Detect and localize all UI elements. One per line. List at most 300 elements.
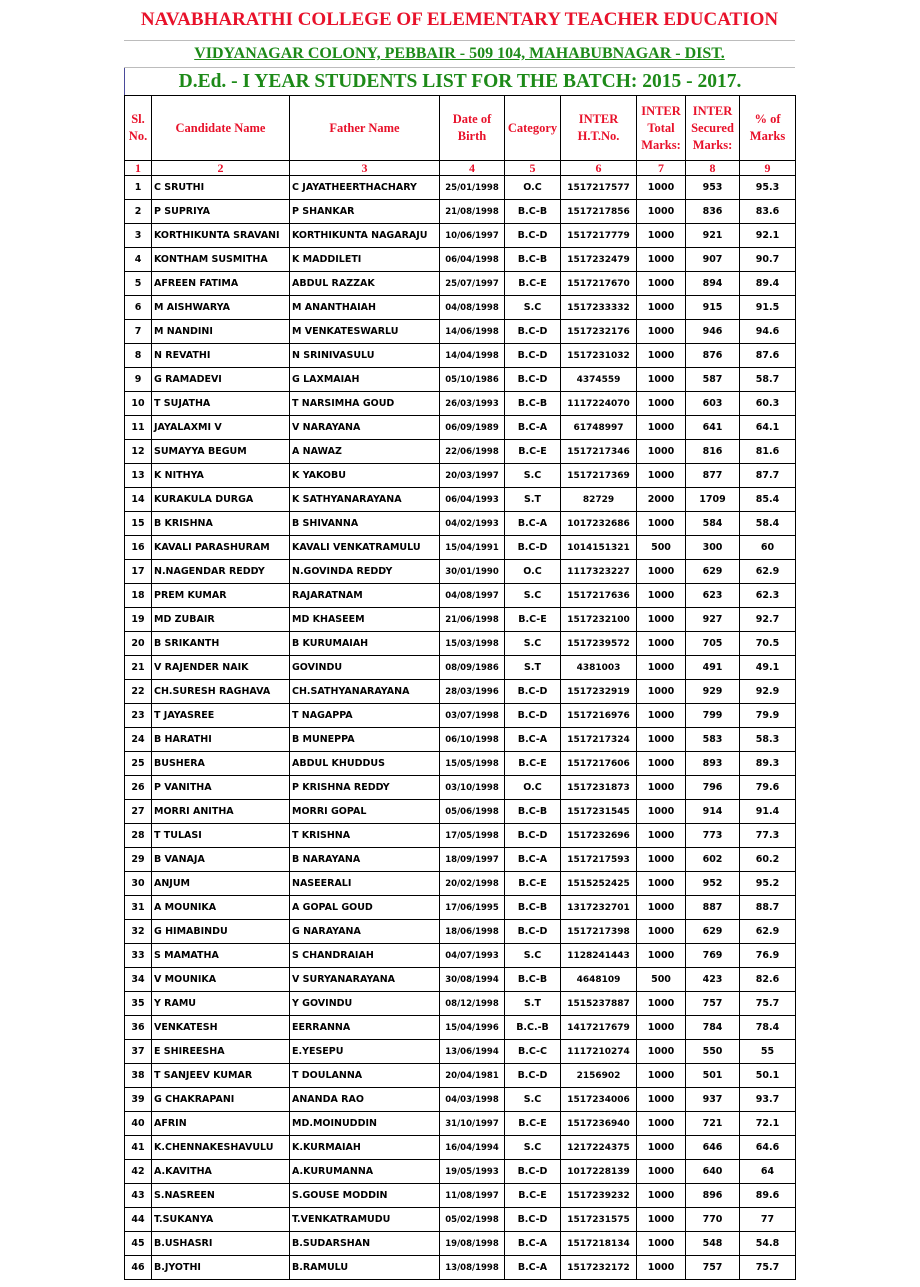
ht-no-cell: 1517232919 bbox=[561, 680, 637, 704]
candidate-name-cell: T JAYASREE bbox=[152, 704, 290, 728]
candidate-name-cell: JAYALAXMI V bbox=[152, 416, 290, 440]
table-row bbox=[125, 632, 796, 656]
category-cell: B.C-B bbox=[505, 392, 561, 416]
dob-cell: 25/07/1997 bbox=[440, 272, 505, 296]
table-row bbox=[125, 1160, 796, 1184]
secured-marks-cell: 907 bbox=[686, 248, 740, 272]
secured-marks-cell: 629 bbox=[686, 560, 740, 584]
percent-cell: 64.1 bbox=[740, 416, 796, 440]
ht-no-cell: 4374559 bbox=[561, 368, 637, 392]
total-marks-cell: 1000 bbox=[637, 608, 686, 632]
category-cell: S.C bbox=[505, 944, 561, 968]
candidate-name-cell: P SUPRIYA bbox=[152, 200, 290, 224]
column-number: 1 bbox=[125, 161, 152, 176]
father-name-cell: P SHANKAR bbox=[290, 200, 440, 224]
table-row bbox=[125, 776, 796, 800]
column-number: 3 bbox=[290, 161, 440, 176]
sl-no-cell: 6 bbox=[125, 296, 152, 320]
percent-cell: 62.9 bbox=[740, 560, 796, 584]
secured-marks-cell: 641 bbox=[686, 416, 740, 440]
secured-marks-cell: 887 bbox=[686, 896, 740, 920]
percent-cell: 85.4 bbox=[740, 488, 796, 512]
dob-cell: 04/07/1993 bbox=[440, 944, 505, 968]
header-percent-marks: % of Marks bbox=[740, 96, 796, 161]
percent-cell: 87.6 bbox=[740, 344, 796, 368]
dob-cell: 18/06/1998 bbox=[440, 920, 505, 944]
total-marks-cell: 1000 bbox=[637, 272, 686, 296]
father-name-cell: B.RAMULU bbox=[290, 1256, 440, 1280]
table-row bbox=[125, 1016, 796, 1040]
table-row bbox=[125, 176, 796, 200]
father-name-cell: V NARAYANA bbox=[290, 416, 440, 440]
father-name-cell: B NARAYANA bbox=[290, 848, 440, 872]
sl-no-cell: 5 bbox=[125, 272, 152, 296]
total-marks-cell: 1000 bbox=[637, 1184, 686, 1208]
sl-no-cell: 35 bbox=[125, 992, 152, 1016]
father-name-cell: A.KURUMANNA bbox=[290, 1160, 440, 1184]
candidate-name-cell: M AISHWARYA bbox=[152, 296, 290, 320]
secured-marks-cell: 929 bbox=[686, 680, 740, 704]
father-name-cell: N.GOVINDA REDDY bbox=[290, 560, 440, 584]
dob-cell: 15/04/1996 bbox=[440, 1016, 505, 1040]
percent-cell: 82.6 bbox=[740, 968, 796, 992]
percent-cell: 87.7 bbox=[740, 464, 796, 488]
total-marks-cell: 1000 bbox=[637, 1208, 686, 1232]
dob-cell: 20/03/1997 bbox=[440, 464, 505, 488]
total-marks-cell: 1000 bbox=[637, 1136, 686, 1160]
secured-marks-cell: 927 bbox=[686, 608, 740, 632]
ht-no-cell: 1517217577 bbox=[561, 176, 637, 200]
candidate-name-cell: T SUJATHA bbox=[152, 392, 290, 416]
sl-no-cell: 31 bbox=[125, 896, 152, 920]
percent-cell: 79.9 bbox=[740, 704, 796, 728]
candidate-name-cell: V MOUNIKA bbox=[152, 968, 290, 992]
dob-cell: 15/05/1998 bbox=[440, 752, 505, 776]
table-row bbox=[125, 1088, 796, 1112]
table-row bbox=[125, 1040, 796, 1064]
percent-cell: 90.7 bbox=[740, 248, 796, 272]
father-name-cell: P KRISHNA REDDY bbox=[290, 776, 440, 800]
ht-no-cell: 2156902 bbox=[561, 1064, 637, 1088]
percent-cell: 77 bbox=[740, 1208, 796, 1232]
dob-cell: 18/09/1997 bbox=[440, 848, 505, 872]
dob-cell: 08/12/1998 bbox=[440, 992, 505, 1016]
candidate-name-cell: SUMAYYA BEGUM bbox=[152, 440, 290, 464]
candidate-name-cell: N.NAGENDAR REDDY bbox=[152, 560, 290, 584]
candidate-name-cell: C SRUTHI bbox=[152, 176, 290, 200]
ht-no-cell: 1517232100 bbox=[561, 608, 637, 632]
sl-no-cell: 1 bbox=[125, 176, 152, 200]
ht-no-cell: 1517234006 bbox=[561, 1088, 637, 1112]
table-row bbox=[125, 920, 796, 944]
dob-cell: 14/06/1998 bbox=[440, 320, 505, 344]
dob-cell: 25/01/1998 bbox=[440, 176, 505, 200]
total-marks-cell: 1000 bbox=[637, 1232, 686, 1256]
total-marks-cell: 1000 bbox=[637, 800, 686, 824]
category-cell: B.C-A bbox=[505, 416, 561, 440]
sl-no-cell: 7 bbox=[125, 320, 152, 344]
ht-no-cell: 1515252425 bbox=[561, 872, 637, 896]
candidate-name-cell: AFREEN FATIMA bbox=[152, 272, 290, 296]
column-number: 9 bbox=[740, 161, 796, 176]
dob-cell: 06/04/1998 bbox=[440, 248, 505, 272]
sl-no-cell: 18 bbox=[125, 584, 152, 608]
sl-no-cell: 29 bbox=[125, 848, 152, 872]
total-marks-cell: 1000 bbox=[637, 1256, 686, 1280]
category-cell: B.C-D bbox=[505, 1208, 561, 1232]
dob-cell: 13/08/1998 bbox=[440, 1256, 505, 1280]
table-row bbox=[125, 944, 796, 968]
dob-cell: 11/08/1997 bbox=[440, 1184, 505, 1208]
candidate-name-cell: N REVATHI bbox=[152, 344, 290, 368]
ht-no-cell: 1517231575 bbox=[561, 1208, 637, 1232]
candidate-name-cell: KONTHAM SUSMITHA bbox=[152, 248, 290, 272]
dob-cell: 10/06/1997 bbox=[440, 224, 505, 248]
percent-cell: 92.9 bbox=[740, 680, 796, 704]
ht-no-cell: 1017232686 bbox=[561, 512, 637, 536]
percent-cell: 50.1 bbox=[740, 1064, 796, 1088]
category-cell: B.C-D bbox=[505, 1064, 561, 1088]
father-name-cell: G NARAYANA bbox=[290, 920, 440, 944]
ht-no-cell: 1517217636 bbox=[561, 584, 637, 608]
total-marks-cell: 1000 bbox=[637, 320, 686, 344]
ht-no-cell: 1517239232 bbox=[561, 1184, 637, 1208]
secured-marks-cell: 921 bbox=[686, 224, 740, 248]
candidate-name-cell: MD ZUBAIR bbox=[152, 608, 290, 632]
table-row bbox=[125, 368, 796, 392]
category-cell: B.C-B bbox=[505, 248, 561, 272]
total-marks-cell: 1000 bbox=[637, 944, 686, 968]
secured-marks-cell: 423 bbox=[686, 968, 740, 992]
secured-marks-cell: 1709 bbox=[686, 488, 740, 512]
total-marks-cell: 1000 bbox=[637, 632, 686, 656]
header-date-of-birth: Date of Birth bbox=[440, 96, 505, 161]
dob-cell: 17/06/1995 bbox=[440, 896, 505, 920]
ht-no-cell: 1517232172 bbox=[561, 1256, 637, 1280]
dob-cell: 06/04/1993 bbox=[440, 488, 505, 512]
ht-no-cell: 1517232176 bbox=[561, 320, 637, 344]
sl-no-cell: 2 bbox=[125, 200, 152, 224]
total-marks-cell: 1000 bbox=[637, 584, 686, 608]
percent-cell: 88.7 bbox=[740, 896, 796, 920]
table-row bbox=[125, 1256, 796, 1280]
table-row bbox=[125, 536, 796, 560]
total-marks-cell: 1000 bbox=[637, 368, 686, 392]
dob-cell: 20/02/1998 bbox=[440, 872, 505, 896]
secured-marks-cell: 896 bbox=[686, 1184, 740, 1208]
table-row bbox=[125, 512, 796, 536]
ht-no-cell: 1517232479 bbox=[561, 248, 637, 272]
ht-no-cell: 1517217606 bbox=[561, 752, 637, 776]
ht-no-cell: 1517217346 bbox=[561, 440, 637, 464]
dob-cell: 03/10/1998 bbox=[440, 776, 505, 800]
total-marks-cell: 1000 bbox=[637, 1112, 686, 1136]
candidate-name-cell: T TULASI bbox=[152, 824, 290, 848]
column-number: 4 bbox=[440, 161, 505, 176]
father-name-cell: RAJARATNAM bbox=[290, 584, 440, 608]
dob-cell: 04/08/1998 bbox=[440, 296, 505, 320]
ht-no-cell: 1517231873 bbox=[561, 776, 637, 800]
table-row bbox=[125, 680, 796, 704]
percent-cell: 72.1 bbox=[740, 1112, 796, 1136]
dob-cell: 06/10/1998 bbox=[440, 728, 505, 752]
total-marks-cell: 1000 bbox=[637, 872, 686, 896]
sl-no-cell: 22 bbox=[125, 680, 152, 704]
percent-cell: 81.6 bbox=[740, 440, 796, 464]
total-marks-cell: 1000 bbox=[637, 920, 686, 944]
total-marks-cell: 1000 bbox=[637, 392, 686, 416]
candidate-name-cell: KAVALI PARASHURAM bbox=[152, 536, 290, 560]
ht-no-cell: 1517231545 bbox=[561, 800, 637, 824]
table-row bbox=[125, 1064, 796, 1088]
secured-marks-cell: 757 bbox=[686, 1256, 740, 1280]
father-name-cell: MD KHASEEM bbox=[290, 608, 440, 632]
ht-no-cell: 1517217369 bbox=[561, 464, 637, 488]
ht-no-cell: 1517217324 bbox=[561, 728, 637, 752]
secured-marks-cell: 300 bbox=[686, 536, 740, 560]
sl-no-cell: 12 bbox=[125, 440, 152, 464]
category-cell: B.C-B bbox=[505, 800, 561, 824]
category-cell: B.C-D bbox=[505, 680, 561, 704]
father-name-cell: ANANDA RAO bbox=[290, 1088, 440, 1112]
category-cell: S.C bbox=[505, 464, 561, 488]
dob-cell: 26/03/1993 bbox=[440, 392, 505, 416]
percent-cell: 95.3 bbox=[740, 176, 796, 200]
table-row bbox=[125, 704, 796, 728]
category-cell: B.C-E bbox=[505, 1112, 561, 1136]
father-name-cell: T NARSIMHA GOUD bbox=[290, 392, 440, 416]
total-marks-cell: 1000 bbox=[637, 1160, 686, 1184]
category-cell: B.C-B bbox=[505, 200, 561, 224]
ht-no-cell: 1517218134 bbox=[561, 1232, 637, 1256]
table-row bbox=[125, 1232, 796, 1256]
sl-no-cell: 40 bbox=[125, 1112, 152, 1136]
table-row bbox=[125, 896, 796, 920]
category-cell: S.T bbox=[505, 488, 561, 512]
secured-marks-cell: 757 bbox=[686, 992, 740, 1016]
sl-no-cell: 23 bbox=[125, 704, 152, 728]
category-cell: B.C-A bbox=[505, 848, 561, 872]
sl-no-cell: 33 bbox=[125, 944, 152, 968]
dob-cell: 30/01/1990 bbox=[440, 560, 505, 584]
sl-no-cell: 24 bbox=[125, 728, 152, 752]
father-name-cell: CH.SATHYANARAYANA bbox=[290, 680, 440, 704]
ht-no-cell: 4648109 bbox=[561, 968, 637, 992]
total-marks-cell: 1000 bbox=[637, 1016, 686, 1040]
candidate-name-cell: MORRI ANITHA bbox=[152, 800, 290, 824]
category-cell: B.C-E bbox=[505, 440, 561, 464]
percent-cell: 70.5 bbox=[740, 632, 796, 656]
total-marks-cell: 1000 bbox=[637, 848, 686, 872]
table-row bbox=[125, 440, 796, 464]
category-cell: S.T bbox=[505, 656, 561, 680]
secured-marks-cell: 915 bbox=[686, 296, 740, 320]
sl-no-cell: 16 bbox=[125, 536, 152, 560]
secured-marks-cell: 784 bbox=[686, 1016, 740, 1040]
students-table bbox=[124, 95, 796, 1280]
dob-cell: 19/05/1993 bbox=[440, 1160, 505, 1184]
total-marks-cell: 1000 bbox=[637, 248, 686, 272]
table-row bbox=[125, 344, 796, 368]
ht-no-cell: 82729 bbox=[561, 488, 637, 512]
percent-cell: 91.4 bbox=[740, 800, 796, 824]
father-name-cell: KORTHIKUNTA NAGARAJU bbox=[290, 224, 440, 248]
sl-no-cell: 10 bbox=[125, 392, 152, 416]
category-cell: B.C-D bbox=[505, 224, 561, 248]
column-header-row bbox=[125, 96, 796, 161]
percent-cell: 64 bbox=[740, 1160, 796, 1184]
candidate-name-cell: G CHAKRAPANI bbox=[152, 1088, 290, 1112]
candidate-name-cell: A MOUNIKA bbox=[152, 896, 290, 920]
father-name-cell: B.SUDARSHAN bbox=[290, 1232, 440, 1256]
category-cell: S.T bbox=[505, 992, 561, 1016]
father-name-cell: B KURUMAIAH bbox=[290, 632, 440, 656]
ht-no-cell: 1317232701 bbox=[561, 896, 637, 920]
category-cell: B.C-C bbox=[505, 1040, 561, 1064]
ht-no-cell: 1517231032 bbox=[561, 344, 637, 368]
total-marks-cell: 500 bbox=[637, 968, 686, 992]
sl-no-cell: 28 bbox=[125, 824, 152, 848]
percent-cell: 91.5 bbox=[740, 296, 796, 320]
percent-cell: 92.7 bbox=[740, 608, 796, 632]
father-name-cell: M ANANTHAIAH bbox=[290, 296, 440, 320]
father-name-cell: K YAKOBU bbox=[290, 464, 440, 488]
candidate-name-cell: B VANAJA bbox=[152, 848, 290, 872]
ht-no-cell: 1117210274 bbox=[561, 1040, 637, 1064]
table-row bbox=[125, 1208, 796, 1232]
dob-cell: 13/06/1994 bbox=[440, 1040, 505, 1064]
total-marks-cell: 2000 bbox=[637, 488, 686, 512]
total-marks-cell: 1000 bbox=[637, 440, 686, 464]
dob-cell: 21/06/1998 bbox=[440, 608, 505, 632]
category-cell: B.C-E bbox=[505, 872, 561, 896]
total-marks-cell: 1000 bbox=[637, 896, 686, 920]
secured-marks-cell: 952 bbox=[686, 872, 740, 896]
percent-cell: 83.6 bbox=[740, 200, 796, 224]
category-cell: B.C-D bbox=[505, 368, 561, 392]
secured-marks-cell: 491 bbox=[686, 656, 740, 680]
category-cell: B.C-A bbox=[505, 728, 561, 752]
dob-cell: 20/04/1981 bbox=[440, 1064, 505, 1088]
father-name-cell: M VENKATESWARLU bbox=[290, 320, 440, 344]
category-cell: B.C-D bbox=[505, 704, 561, 728]
father-name-cell: S CHANDRAIAH bbox=[290, 944, 440, 968]
dob-cell: 15/04/1991 bbox=[440, 536, 505, 560]
sl-no-cell: 41 bbox=[125, 1136, 152, 1160]
secured-marks-cell: 893 bbox=[686, 752, 740, 776]
secured-marks-cell: 602 bbox=[686, 848, 740, 872]
father-name-cell: E.YESEPU bbox=[290, 1040, 440, 1064]
dob-cell: 22/06/1998 bbox=[440, 440, 505, 464]
candidate-name-cell: E SHIREESHA bbox=[152, 1040, 290, 1064]
category-cell: S.C bbox=[505, 296, 561, 320]
secured-marks-cell: 953 bbox=[686, 176, 740, 200]
ht-no-cell: 1517239572 bbox=[561, 632, 637, 656]
father-name-cell: KAVALI VENKATRAMULU bbox=[290, 536, 440, 560]
secured-marks-cell: 548 bbox=[686, 1232, 740, 1256]
sl-no-cell: 19 bbox=[125, 608, 152, 632]
total-marks-cell: 1000 bbox=[637, 1064, 686, 1088]
percent-cell: 92.1 bbox=[740, 224, 796, 248]
category-cell: B.C-B bbox=[505, 968, 561, 992]
father-name-cell: K SATHYANARAYANA bbox=[290, 488, 440, 512]
percent-cell: 60 bbox=[740, 536, 796, 560]
column-number: 5 bbox=[505, 161, 561, 176]
table-row bbox=[125, 656, 796, 680]
secured-marks-cell: 603 bbox=[686, 392, 740, 416]
father-name-cell: N SRINIVASULU bbox=[290, 344, 440, 368]
percent-cell: 78.4 bbox=[740, 1016, 796, 1040]
secured-marks-cell: 894 bbox=[686, 272, 740, 296]
category-cell: S.C bbox=[505, 1136, 561, 1160]
dob-cell: 05/06/1998 bbox=[440, 800, 505, 824]
sl-no-cell: 26 bbox=[125, 776, 152, 800]
table-row bbox=[125, 416, 796, 440]
total-marks-cell: 1000 bbox=[637, 416, 686, 440]
table-row bbox=[125, 992, 796, 1016]
header-category: Category bbox=[505, 96, 561, 161]
category-cell: S.C bbox=[505, 1088, 561, 1112]
total-marks-cell: 1000 bbox=[637, 296, 686, 320]
percent-cell: 94.6 bbox=[740, 320, 796, 344]
sl-no-cell: 43 bbox=[125, 1184, 152, 1208]
father-name-cell: K.KURMAIAH bbox=[290, 1136, 440, 1160]
category-cell: B.C-A bbox=[505, 512, 561, 536]
secured-marks-cell: 946 bbox=[686, 320, 740, 344]
father-name-cell: V SURYANARAYANA bbox=[290, 968, 440, 992]
sl-no-cell: 3 bbox=[125, 224, 152, 248]
ht-no-cell: 1515237887 bbox=[561, 992, 637, 1016]
total-marks-cell: 1000 bbox=[637, 776, 686, 800]
sl-no-cell: 42 bbox=[125, 1160, 152, 1184]
ht-no-cell: 1417217679 bbox=[561, 1016, 637, 1040]
percent-cell: 79.6 bbox=[740, 776, 796, 800]
category-cell: B.C-E bbox=[505, 272, 561, 296]
ht-no-cell: 1517217593 bbox=[561, 848, 637, 872]
total-marks-cell: 1000 bbox=[637, 224, 686, 248]
students-table-body bbox=[125, 176, 796, 1280]
total-marks-cell: 1000 bbox=[637, 1088, 686, 1112]
secured-marks-cell: 705 bbox=[686, 632, 740, 656]
table-row bbox=[125, 824, 796, 848]
percent-cell: 62.9 bbox=[740, 920, 796, 944]
percent-cell: 60.2 bbox=[740, 848, 796, 872]
sl-no-cell: 17 bbox=[125, 560, 152, 584]
sl-no-cell: 36 bbox=[125, 1016, 152, 1040]
father-name-cell: MD.MOINUDDIN bbox=[290, 1112, 440, 1136]
percent-cell: 75.7 bbox=[740, 992, 796, 1016]
candidate-name-cell: S.NASREEN bbox=[152, 1184, 290, 1208]
father-name-cell: MORRI GOPAL bbox=[290, 800, 440, 824]
table-row bbox=[125, 968, 796, 992]
dob-cell: 04/03/1998 bbox=[440, 1088, 505, 1112]
candidate-name-cell: K.CHENNAKESHAVULU bbox=[152, 1136, 290, 1160]
percent-cell: 89.6 bbox=[740, 1184, 796, 1208]
total-marks-cell: 1000 bbox=[637, 464, 686, 488]
candidate-name-cell: Y RAMU bbox=[152, 992, 290, 1016]
secured-marks-cell: 501 bbox=[686, 1064, 740, 1088]
candidate-name-cell: B.USHASRI bbox=[152, 1232, 290, 1256]
sl-no-cell: 34 bbox=[125, 968, 152, 992]
father-name-cell: ABDUL RAZZAK bbox=[290, 272, 440, 296]
category-cell: O.C bbox=[505, 560, 561, 584]
sl-no-cell: 44 bbox=[125, 1208, 152, 1232]
table-row bbox=[125, 584, 796, 608]
sl-no-cell: 8 bbox=[125, 344, 152, 368]
secured-marks-cell: 587 bbox=[686, 368, 740, 392]
ht-no-cell: 1517236940 bbox=[561, 1112, 637, 1136]
secured-marks-cell: 796 bbox=[686, 776, 740, 800]
